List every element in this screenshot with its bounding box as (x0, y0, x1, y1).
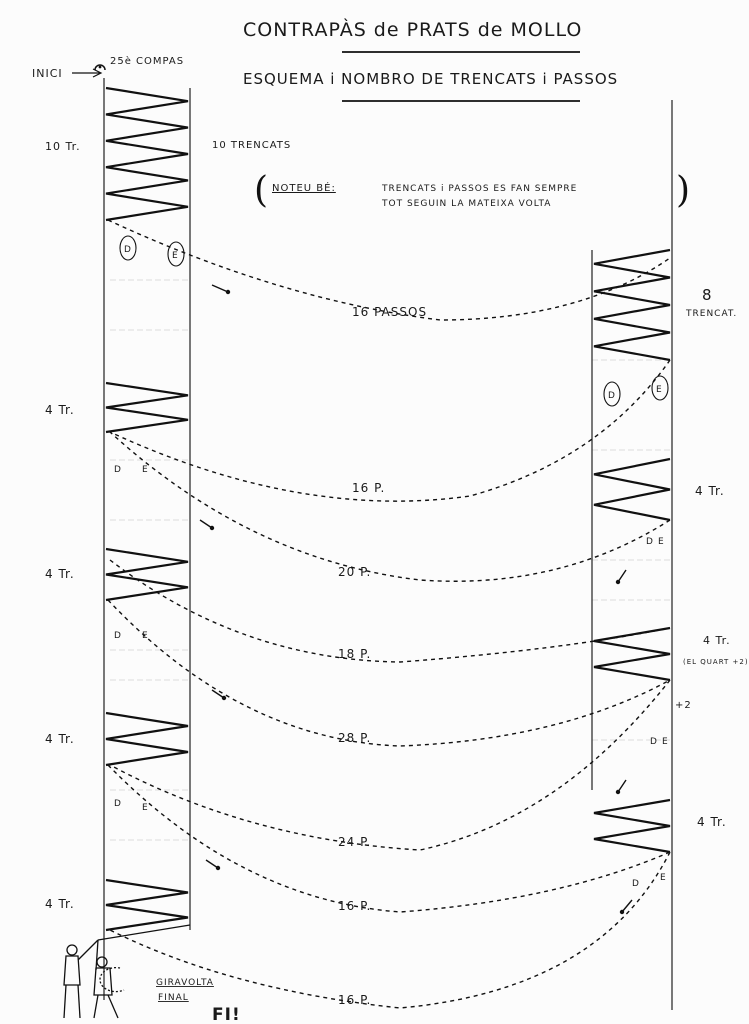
left-trencat-zigzag (106, 880, 188, 930)
left-foot-letter: E (662, 737, 669, 747)
left-foot-letter: E (658, 537, 665, 547)
left-trencat-zigzag (106, 713, 188, 765)
left-trencat-label-4: 4 Tr. (45, 732, 75, 746)
right-foot-letter: D (124, 245, 132, 255)
trencats-zigzags (106, 88, 670, 930)
path-arrow-icon (206, 860, 220, 870)
right-trencat-zigzag (594, 800, 670, 852)
passos-path (108, 765, 670, 912)
passos-label-8: 16 P. (338, 993, 372, 1007)
left-foot-letter: E (142, 465, 149, 475)
right-trencat-detail-3: (EL QUART +2) (683, 658, 749, 666)
left-trencat-label-3: 4 Tr. (45, 567, 75, 581)
passos-label-3: 20 P. (338, 565, 372, 579)
path-arrow-icon (616, 780, 626, 794)
fi-label: FI! (212, 1005, 241, 1024)
repeat-sign-icon (95, 65, 105, 70)
passos-path (110, 360, 670, 501)
note-left-bracket-icon: ( (254, 170, 269, 211)
passos-label-5: 28 P. (338, 731, 372, 745)
left-trencat-label-5: 4 Tr. (45, 897, 75, 911)
right-trencat-extra-3: +2 (675, 700, 692, 711)
right-trencat-zigzag (594, 628, 670, 680)
right-trencat-label-3: 4 Tr. (703, 634, 731, 647)
passos-label-4: 18 P. (338, 647, 372, 661)
passos-path (108, 600, 670, 746)
note-lead: NOTEU BÉ: (272, 183, 336, 194)
inici-label: INICI (32, 67, 63, 80)
right-trencat-zigzag (594, 459, 670, 520)
left-trencat-zigzag (106, 549, 188, 600)
left-foot-letter: E (142, 631, 149, 641)
left-trencat-zigzag (106, 88, 188, 220)
right-foot-letter: D (114, 631, 122, 641)
right-foot-letter: D (114, 799, 122, 809)
left-trencat-label-2: 4 Tr. (45, 403, 75, 417)
path-arrow-icon (620, 900, 632, 914)
dancers-figure-icon (64, 925, 190, 1018)
passos-path (110, 432, 670, 581)
passos-label-7: 16 P. (338, 899, 372, 913)
diagram-subtitle: ESQUEMA i NOMBRO DE TRENCATS i PASSOS (243, 70, 619, 88)
left-foot-letter: E (656, 385, 663, 395)
path-arrow-icon (616, 570, 626, 584)
left-foot-letter: E (142, 803, 149, 813)
passos-paths (108, 220, 670, 1008)
compas-label: 25è COMPAS (110, 56, 185, 67)
final-label: FINAL (158, 993, 189, 1003)
right-foot-letter: D (608, 391, 616, 401)
note-right-bracket-icon: ) (676, 170, 691, 211)
right-trencat-label-2: 4 Tr. (695, 484, 725, 498)
giravolta-label: GIRAVOLTA (156, 978, 214, 988)
left-trencat-label-1: 10 Tr. (45, 140, 81, 153)
left-trencat-zigzag (106, 383, 188, 432)
left-trencat-detail-1: 10 TRENCATS (212, 140, 292, 151)
right-trencat-zigzag (594, 250, 670, 360)
right-trencat-label-1: 8 (702, 286, 713, 304)
path-arrow-icon (212, 285, 230, 294)
passos-path (110, 680, 670, 850)
note-line-1: TRENCATS i PASSOS ES FAN SEMPRE (382, 184, 578, 194)
start-arrow-icon (72, 69, 101, 77)
passos-label-6: 24 P. (338, 835, 372, 849)
path-arrow-icon (200, 520, 214, 530)
left-foot-letter: E (660, 873, 667, 883)
right-foot-letter: D (650, 737, 658, 747)
footprint-marks (114, 236, 669, 889)
passos-label-1: 16 PASSOS (352, 305, 428, 319)
right-foot-letter: D (646, 537, 654, 547)
right-foot-letter: D (632, 879, 640, 889)
right-foot-letter: D (114, 465, 122, 475)
left-foot-letter: E (172, 251, 179, 261)
right-trencat-label-4: 4 Tr. (697, 815, 727, 829)
diagram-title: CONTRAPÀS de PRATS de MOLLO (243, 19, 583, 41)
passos-label-2: 16 P. (352, 481, 386, 495)
right-trencat-detail-1: TRENCAT. (686, 309, 738, 319)
note-line-2: TOT SEGUIN LA MATEIXA VOLTA (382, 199, 552, 209)
